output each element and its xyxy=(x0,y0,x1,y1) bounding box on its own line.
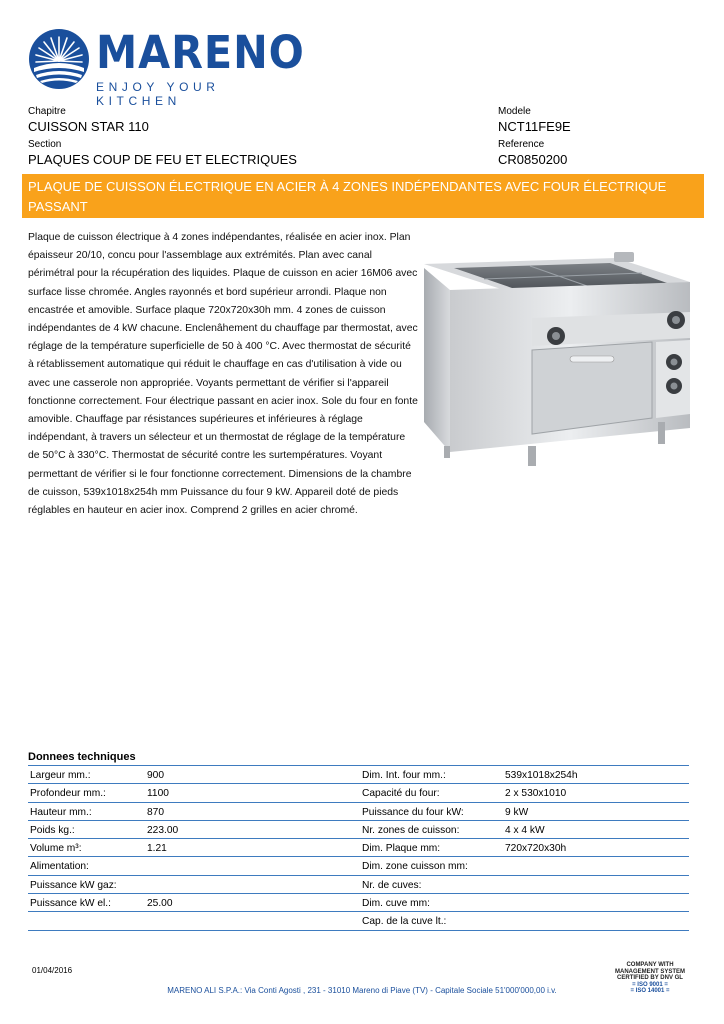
spec-label: Largeur mm.: xyxy=(30,770,91,781)
description-line: encastrée et amovible. Surface plaque 720x720x30h mm. 4 zones de cuisson xyxy=(28,304,386,316)
description-line: fonctionne correctement. Four électrique passant en acier inox. Sole du four en fonte xyxy=(28,395,418,407)
spec-value: 2 x 530x1010 xyxy=(505,788,567,800)
spec-label: Profondeur mm.: xyxy=(30,788,106,800)
description-line: Plaque de cuisson électrique à 4 zones indépendantes, réalisée en acier inox. Plan xyxy=(28,232,411,243)
spec-value: 25.00 xyxy=(147,898,173,910)
spec-value: 223.00 xyxy=(147,824,179,836)
product-description xyxy=(28,229,428,520)
spec-value: 539x1018x254h xyxy=(505,770,578,781)
tech-data-table xyxy=(28,766,689,931)
reference-value: CR0850200 xyxy=(498,152,568,167)
spec-label: Poids kg.: xyxy=(30,824,75,836)
description-line: indépendant, à travers un sélecteur et un thermostat de réglage de la température xyxy=(28,432,406,444)
product-title: PLAQUE DE CUISSON ÉLECTRIQUE EN ACIER À 4 ZONES INDÉPENDANTES AVEC FOUR ÉLECTRIQUE PASSANT xyxy=(28,179,667,214)
brand-tagline: ENJOY YOUR KITCHEN xyxy=(96,80,220,108)
chapitre-label: Chapitre xyxy=(28,106,66,117)
table-row xyxy=(28,784,689,802)
description-line: à rétablissement automatique qui réduit le chauffage en cas d'utilisation à vide ou xyxy=(28,359,402,371)
spec-label: Puissance kW el.: xyxy=(30,898,111,910)
product-image xyxy=(420,246,702,472)
modele-value: NCT11FE9E xyxy=(498,119,571,134)
spec-label: Nr. zones de cuisson: xyxy=(362,824,460,836)
description-line: indépendantes de 4 kW chacune. Enclenâhement du chauffage par thermostat, avec xyxy=(28,323,418,335)
description-line: permettant de vérifier si le four fonctionne correctement. Dimensions de la chambre xyxy=(28,468,412,480)
description-line: réglage de la température superficielle de 50 à 400 °C. Avec thermostat de sécurité xyxy=(28,341,411,353)
spec-label: Capacité du four: xyxy=(362,788,440,800)
description-line: épaisseur 20/10, concu pour l'assemblage aux extrémités. Plan avec canal xyxy=(28,250,372,262)
table-row xyxy=(28,766,689,784)
spec-label: Dim. Plaque mm: xyxy=(362,843,441,855)
spec-label: Puissance du four kW: xyxy=(362,806,464,818)
table-row xyxy=(28,839,689,857)
header-info-left xyxy=(28,106,297,172)
description-line: surface lisse chromée. Angles rayonnés et bord supérieur arrondi. Plaque non xyxy=(28,286,387,298)
spec-label: Nr. de cuves: xyxy=(362,879,422,891)
mareno-logo xyxy=(28,26,305,108)
reference-label: Reference xyxy=(498,139,545,150)
section-value: PLAQUES COUP DE FEU ET ELECTRIQUES xyxy=(28,152,297,167)
spec-value: 9 kW xyxy=(505,806,529,818)
spec-value: 870 xyxy=(147,806,164,818)
spec-label: Cap. de la cuve lt.: xyxy=(362,916,447,928)
spec-value: 1.21 xyxy=(147,843,167,855)
sunburst-logo-icon xyxy=(28,28,90,90)
spec-value: 720x720x30h xyxy=(505,843,567,855)
table-row xyxy=(28,912,689,930)
table-row xyxy=(28,894,689,912)
certification-badge xyxy=(606,962,694,995)
spec-value: 900 xyxy=(147,770,164,781)
brand-name: MARENO xyxy=(96,26,305,79)
spec-label: Alimentation: xyxy=(30,861,89,873)
table-row xyxy=(28,876,689,894)
section-label: Section xyxy=(28,139,62,150)
table-row xyxy=(28,821,689,839)
spec-label: Volume m³: xyxy=(30,843,82,855)
cert-line: MANAGEMENT SYSTEM xyxy=(614,968,685,975)
spec-label: Dim. cuve mm: xyxy=(362,898,430,910)
description-line: avec une casserole non appropriée. Voyants permettant de vérifier si l'appareil xyxy=(28,377,389,389)
document-date: 01/04/2016 xyxy=(32,966,73,975)
modele-label: Modele xyxy=(498,106,531,117)
spec-label: Dim. zone cuisson mm: xyxy=(362,861,468,873)
cert-line: CERTIFIED BY DNV GL xyxy=(617,975,683,981)
table-row xyxy=(28,803,689,821)
table-row xyxy=(28,857,689,875)
description-line: de cuisson, 539x1018x254h mm Puissance du four 9 kW. Appareil doté de pieds xyxy=(28,486,399,498)
iso-line: = ISO 9001 = xyxy=(632,981,668,988)
tech-data-title: Donnees techniques xyxy=(28,751,136,763)
spec-label: Hauteur mm.: xyxy=(30,806,92,818)
product-title-band xyxy=(22,174,704,218)
spec-label: Puissance kW gaz: xyxy=(30,879,117,891)
description-line: amovible. Chauffage par résistances supérieures et inférieures à réglage xyxy=(28,414,363,426)
description-line: périmétral pour la récupération des liquides. Plaque de cuisson en acier 16M06 avec xyxy=(28,268,418,280)
description-line: réglables en hauteur en acier inox. Comprend 2 grilles en acier chromé. xyxy=(28,505,358,517)
company-address: MARENO ALI S.P.A.: Via Conti Agosti , 231 - 31010 Mareno di Piave (TV) - Capitale Sociale 51'000'000,00 i.v. xyxy=(167,986,557,995)
description-line: de 50°C à 330°C. Thermostat de sécurité contre les surtempératures. Voyant xyxy=(28,450,383,462)
cert-line: COMPANY WITH xyxy=(626,962,674,968)
iso-line: = ISO 14001 = xyxy=(630,988,670,994)
spec-label: Dim. Int. four mm.: xyxy=(362,770,446,781)
chapitre-value: CUISSON STAR 110 xyxy=(28,119,149,134)
spec-value: 4 x 4 kW xyxy=(505,824,545,836)
header-info-right xyxy=(498,106,571,172)
spec-value: 1100 xyxy=(147,788,169,800)
